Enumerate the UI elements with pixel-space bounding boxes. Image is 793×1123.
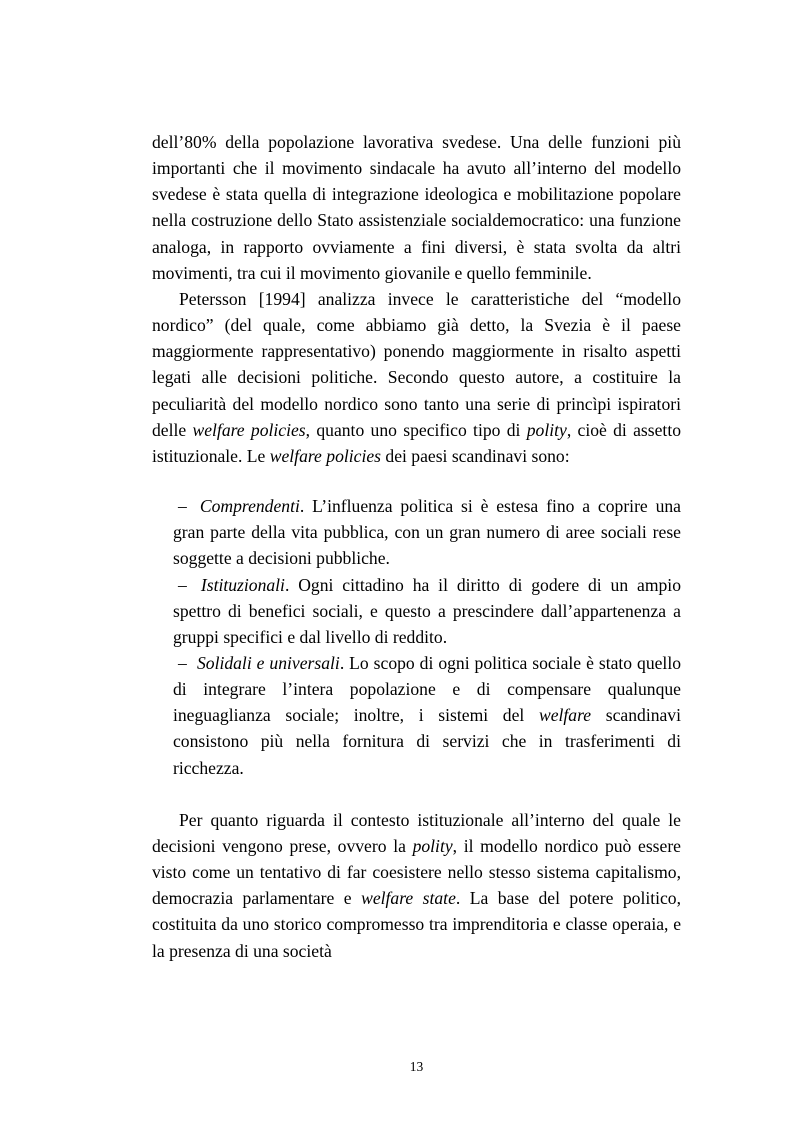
list-item <box>173 650 681 781</box>
list-item-text: . Lo scopo di ogni politica sociale è stato quello di integrare l’intera popolazione e di compensare qualunque ineguaglianza sociale; inoltre, i sistemi del <box>173 652 682 726</box>
paragraph-3-text: . La base del potere politico, costituita da uno storico compromesso tra imprenditoria e classe operaia, e la presenza di una società <box>152 888 681 961</box>
italic-term: welfare <box>538 705 592 726</box>
paragraph-1-text: dell’80% della popolazione lavorativa svedese. Una delle funzioni più importanti che il movimento sindacale ha avuto all’interno del modello svedese è stata quella di integrazione ideologica e mobilitazione popolare nella costruzione dello Stato assistenziale socialdemocratico: una funzione analoga, in rapporto ovviamente a fini diversi, è stata svolta da altri movimenti, tra cui il movimento giovanile e quello femminile. <box>152 132 681 283</box>
list-item-text: . L’influenza politica si è estesa fino a coprire una gran parte della vita pubblica, con un gran numero di aree sociali rese soggette a decisioni pubbliche. <box>173 496 681 569</box>
list-item <box>173 493 681 571</box>
paragraph-2-text: Petersson [1994] analizza invece le caratteristiche del “modello nordico” (del quale, come abbiamo già detto, la Svezia è il paese maggiormente rappresentativo) ponendo maggiormente in risalto aspetti legati alle decisioni politiche. Secondo questo autore, a costituire la peculiarità del modello nordico sono tanto una serie di princìpi ispiratori delle <box>152 288 681 440</box>
list-item-text: . Ogni cittadino ha il diritto di godere di un ampio spettro di benefici sociali, e questo a prescindere dall’appartenenza a gruppi specifici e dal livello di reddito. <box>173 574 681 647</box>
paragraph-2-text: , cioè di assetto istituzionale. Le <box>152 419 682 466</box>
policy-list <box>173 493 681 781</box>
paragraph-3 <box>152 807 681 964</box>
italic-term: polity <box>412 835 453 856</box>
italic-term: welfare state <box>361 888 456 909</box>
dash-bullet: – <box>178 574 187 595</box>
italic-term: welfare policies <box>192 419 306 440</box>
paragraph-2 <box>152 286 681 469</box>
italic-term: polity <box>526 419 567 440</box>
list-item <box>173 572 681 650</box>
paragraph-3-text: Per quanto riguarda il contesto istituzionale all’interno del quale le decisioni vengono prese, ovvero la <box>152 809 681 856</box>
list-item-term: Comprendenti <box>199 496 300 517</box>
italic-term: welfare policies <box>269 445 381 466</box>
list-item-term: Solidali e universali <box>196 652 340 673</box>
list-item-text: scandinavi consistono più nella fornitura di servizi che in trasferimenti di ricchezza. <box>173 705 681 778</box>
page-body <box>152 129 681 964</box>
paragraph-2-text: , quanto uno specifico tipo di <box>305 419 527 440</box>
dash-bullet: – <box>178 652 187 673</box>
dash-bullet: – <box>178 496 187 517</box>
paragraph-1 <box>152 129 681 286</box>
paragraph-3-text: , il modello nordico può essere visto come un tentativo di far coesistere nello stesso sistema capitalismo, democrazia parlamentare e <box>152 835 681 909</box>
list-item-term: Istituzionali <box>200 574 285 595</box>
paragraph-2-text: dei paesi scandinavi sono: <box>381 445 570 466</box>
page-number: 13 <box>409 1059 424 1074</box>
